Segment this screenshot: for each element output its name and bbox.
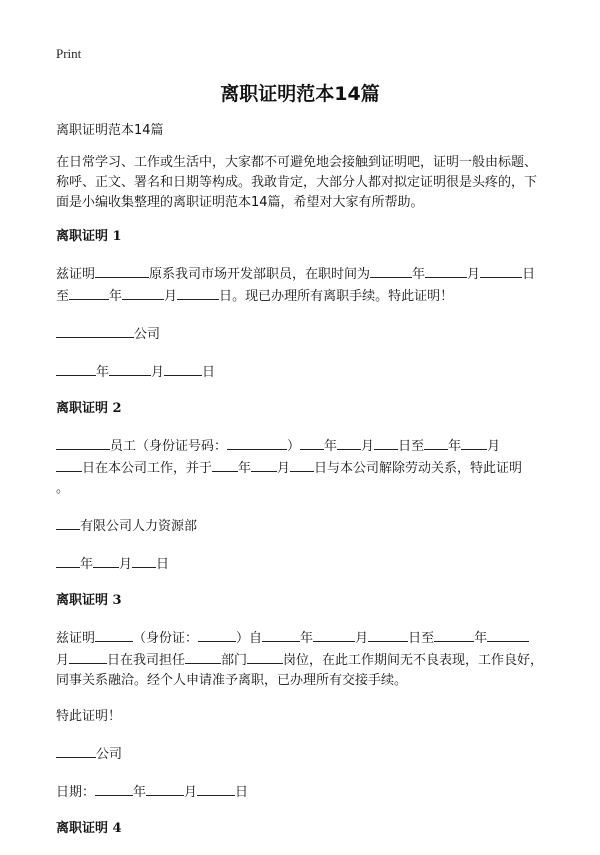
- blank-line: [368, 627, 408, 642]
- blank-line: [93, 553, 119, 568]
- text: ）自: [236, 631, 263, 646]
- text: （身份证：: [133, 631, 199, 646]
- blank-line: [69, 649, 107, 664]
- text: 月: [487, 439, 501, 454]
- text: 员工（身份证号码：: [110, 439, 228, 454]
- document-body: [56, 121, 548, 855]
- blank-line: [480, 263, 522, 278]
- blank-line: [95, 781, 133, 796]
- blank-line: [56, 515, 80, 530]
- text: 日: [235, 785, 249, 800]
- text: 年: [133, 785, 147, 800]
- text: 日在我司担任: [107, 653, 186, 668]
- text: ）: [287, 439, 301, 454]
- blank-line: [227, 435, 287, 450]
- text: 日至: [398, 439, 425, 454]
- text: 公司: [96, 747, 123, 762]
- section-heading-1: 离职证明 1: [56, 229, 122, 244]
- blank-line: [337, 435, 361, 450]
- text: 年: [80, 557, 94, 572]
- text: 月: [184, 785, 198, 800]
- text: 年: [109, 289, 123, 304]
- blank-line: [95, 263, 149, 278]
- blank-line: [122, 285, 164, 300]
- text: 年: [238, 461, 252, 476]
- text: 至: [56, 289, 70, 304]
- document-subtitle: 离职证明范本14篇: [56, 123, 164, 138]
- text: 有限公司人力资源部: [80, 519, 198, 534]
- section-3-body: [56, 627, 548, 691]
- text: 。: [56, 481, 70, 496]
- text: 月: [467, 267, 481, 282]
- blank-line: [146, 781, 184, 796]
- blank-line: [56, 323, 134, 338]
- text: 月: [277, 461, 291, 476]
- text: 公司: [134, 327, 161, 342]
- text: 月: [361, 439, 375, 454]
- text: 年: [474, 631, 488, 646]
- text: 月: [164, 289, 178, 304]
- blank-line: [434, 627, 474, 642]
- blank-line: [212, 457, 238, 472]
- section-heading-4: 离职证明 4: [56, 821, 122, 836]
- blank-line: [313, 627, 355, 642]
- blank-line: [370, 263, 412, 278]
- blank-line: [164, 361, 202, 376]
- section-heading-2: 离职证明 2: [56, 401, 122, 416]
- blank-line: [69, 285, 109, 300]
- blank-line: [374, 435, 398, 450]
- text: 年: [412, 267, 426, 282]
- text: 年: [448, 439, 462, 454]
- section-1-date: [56, 361, 548, 383]
- text: 岗位，在此工作期间无不良表现，工作良好，同事关系融洽。经个人申请准予离职，已办理所有交接手续。: [56, 653, 544, 688]
- text: 日在本公司工作，并于: [82, 461, 213, 476]
- blank-line: [95, 627, 133, 642]
- blank-line: [56, 553, 80, 568]
- blank-line: [56, 361, 96, 376]
- text: 日期：: [56, 785, 96, 800]
- section-2-company: [56, 515, 548, 537]
- section-3-date: [56, 781, 548, 803]
- text: 年: [96, 365, 110, 380]
- text: 日与本公司解除劳动关系，特此证明: [314, 461, 523, 476]
- blank-line: [290, 457, 314, 472]
- section-2-body: [56, 435, 548, 499]
- text: 日: [156, 557, 170, 572]
- text: 日: [219, 289, 233, 304]
- blank-line: [56, 435, 110, 450]
- blank-line: [425, 263, 467, 278]
- section-2-date: [56, 553, 548, 575]
- blank-line: [177, 285, 219, 300]
- blank-line: [461, 435, 487, 450]
- page-title: 离职证明范本14篇: [220, 83, 380, 105]
- text: 月: [355, 631, 369, 646]
- blank-line: [247, 649, 283, 664]
- blank-line: [56, 743, 96, 758]
- text: 日: [522, 267, 536, 282]
- blank-line: [424, 435, 448, 450]
- text: 。现已办理所有离职手续。特此证明！: [232, 289, 454, 304]
- text: 月: [151, 365, 165, 380]
- section-3-special: 特此证明！: [56, 709, 122, 724]
- text: 年: [300, 631, 314, 646]
- print-link[interactable]: Print: [56, 46, 82, 61]
- section-heading-3: 离职证明 3: [56, 593, 122, 608]
- text: 原系我司市场开发部职员，在职时间为: [149, 267, 371, 282]
- blank-line: [197, 781, 235, 796]
- section-1-company: [56, 323, 548, 345]
- section-1-body: [56, 263, 548, 307]
- text: 日至: [408, 631, 435, 646]
- blank-line: [262, 627, 300, 642]
- blank-line: [185, 649, 221, 664]
- section-3-company: [56, 743, 548, 765]
- blank-line: [109, 361, 151, 376]
- text: 日: [202, 365, 216, 380]
- blank-line: [132, 553, 156, 568]
- blank-line: [198, 627, 236, 642]
- text: 兹证明: [56, 631, 96, 646]
- blank-line: [300, 435, 324, 450]
- blank-line: [251, 457, 277, 472]
- text: 月: [119, 557, 133, 572]
- text: 年: [324, 439, 338, 454]
- blank-line: [56, 457, 82, 472]
- intro-paragraph: 在日常学习、工作或生活中，大家都不可避免地会接触到证明吧，证明一般由标题、称呼、正文、署名和日期等构成。我敢肯定，大部分人都对拟定证明很是头疼的，下面是小编收集整理的离职证明范本14篇，希望对大家有所帮助。: [56, 155, 538, 210]
- text: 月: [56, 653, 70, 668]
- blank-line: [487, 627, 529, 642]
- text: 兹证明: [56, 267, 96, 282]
- text: 部门: [221, 653, 248, 668]
